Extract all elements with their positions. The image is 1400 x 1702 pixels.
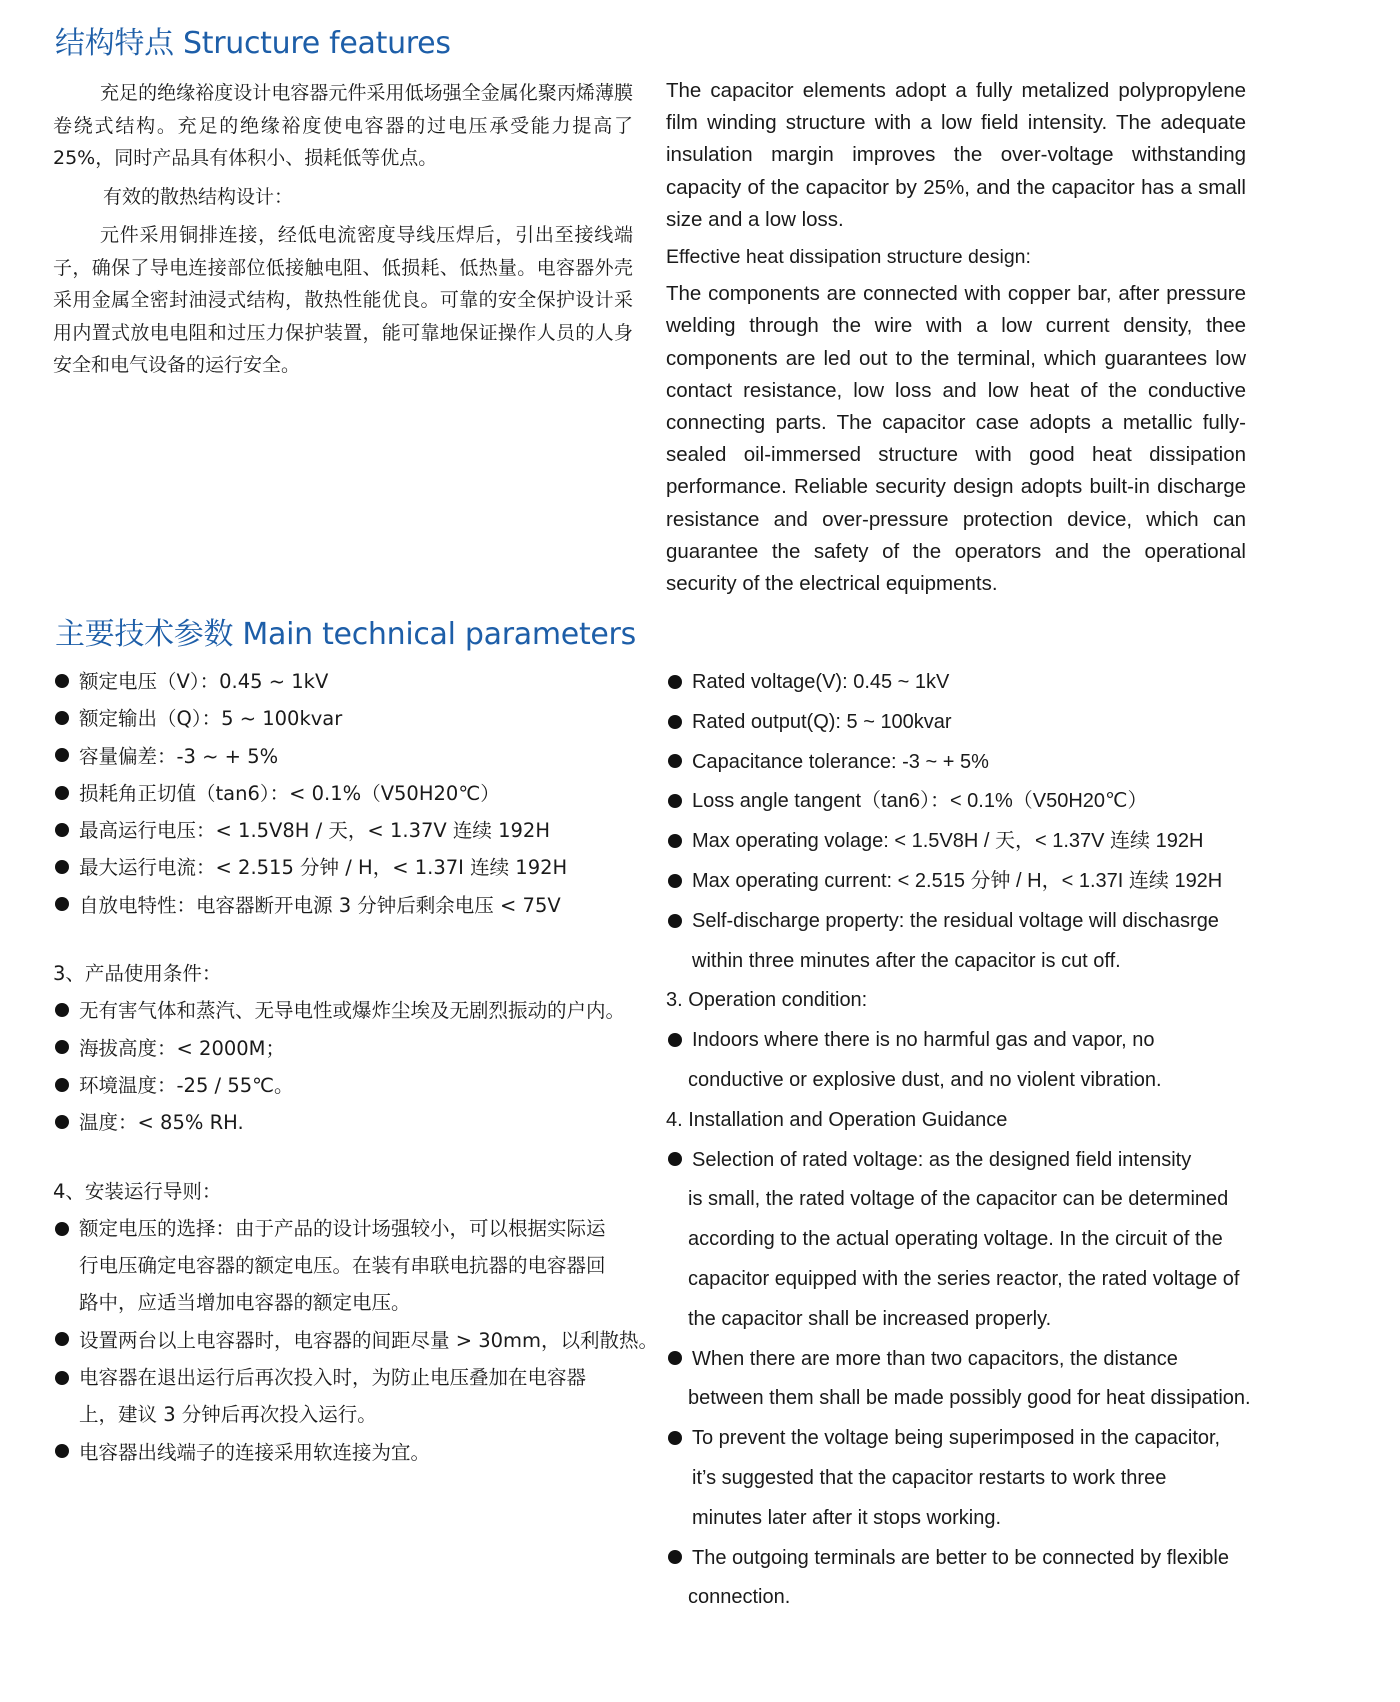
list-item: Capacitance tolerance: -3 ~ + 5%	[666, 743, 1266, 783]
bullet-icon	[668, 675, 682, 689]
bullet-icon	[55, 823, 69, 837]
bullet-icon	[55, 1371, 69, 1385]
list-item: 温度：< 85% RH.	[53, 1104, 643, 1141]
params-en-condition-title: 3. Operation condition:	[666, 989, 868, 1012]
bullet-icon	[668, 754, 682, 768]
structure-en-paragraph-1: The capacitor elements adopt a fully metalized polypropylene film winding structure with a low field intensity. The adequate insulation margin improves the over-voltage withstanding capacity of the capacitor by 25%, and the capacitor has a small size and a low loss.	[666, 79, 1246, 231]
list-item: Max operating volage: < 1.5V8H / 天，< 1.37V 连续 192H	[666, 822, 1266, 862]
list-item: 电容器出线端子的连接采用软连接为宜。	[53, 1434, 643, 1471]
bullet-icon	[668, 1351, 682, 1365]
params-en-condition-cont: conductive or explosive dust, and no violent vibration.	[688, 1068, 1162, 1091]
params-cn-guide-list	[53, 1210, 659, 1471]
params-en-guide-list-a	[666, 1141, 1266, 1181]
structure-cn-paragraph-1: 充足的绝缘裕度设计电容器元件采用低场强全金属化聚丙烯薄膜卷绕式结构。充足的绝缘裕度使电容器的过电压承受能力提高了25%，同时产品具有体积小、损耗低等优点。	[53, 82, 633, 169]
list-item: 额定输出（Q）：5 ~ 100kvar	[53, 700, 643, 737]
list-item: 自放电特性：电容器断开电源 3 分钟后剩余电压 < 75V	[53, 887, 643, 924]
bullet-icon	[55, 1003, 69, 1017]
bullet-icon	[55, 1222, 69, 1236]
bullet-icon	[55, 1078, 69, 1092]
bullet-icon	[55, 674, 69, 688]
list-item: Rated voltage(V): 0.45 ~ 1kV	[666, 663, 1266, 703]
params-cn-condition-list	[53, 992, 643, 1141]
structure-en-paragraph-2: The components are connected with copper bar, after pressure welding through the wire with a low current density, thee components are led out to the terminal, which guarantees low contact resistance, low loss and low heat of the conductive connecting parts. The capacitor case adopts a metallic fully-sealed oil-immersed structure with good heat dissipation performance. Reliable security design adopts built-in discharge resistance and over-pressure protection device, which can guarantee the safety of the operators and the operational security of the electrical equipments.	[666, 282, 1246, 596]
list-item: 额定电压（V）：0.45 ~ 1kV	[53, 663, 643, 700]
text-line: between them shall be made possibly good for heat dissipation.	[688, 1387, 1251, 1410]
bullet-icon	[668, 834, 682, 848]
params-en-spec-list	[666, 663, 1266, 942]
list-item: 最大运行电流：< 2.515 分钟 / H，< 1.37I 连续 192H	[53, 849, 643, 886]
bullet-icon	[668, 1550, 682, 1564]
structure-en-subheading: Effective heat dissipation structure design:	[666, 246, 1031, 269]
structure-heading: 结构特点 Structure features	[55, 26, 451, 61]
list-item: 无有害气体和蒸汽、无导电性或爆炸尘埃及无剧烈振动的户内。	[53, 992, 643, 1029]
list-item: 损耗角正切值（tan6）：< 0.1%（V50H20℃）	[53, 775, 643, 812]
list-item: Indoors where there is no harmful gas and vapor, no	[666, 1021, 1266, 1061]
bullet-icon	[668, 1033, 682, 1047]
params-en-guide-list-d	[666, 1539, 1266, 1579]
list-item: Rated output(Q): 5 ~ 100kvar	[666, 703, 1266, 743]
bullet-icon	[55, 897, 69, 911]
bullet-icon	[668, 1152, 682, 1166]
list-item: 额定电压的选择：由于产品的设计场强较小，可以根据实际运行电压确定电容器的额定电压。在装有串联电抗器的电容器回路中，应适当增加电容器的额定电压。	[53, 1210, 624, 1322]
params-en-guide-title: 4. Installation and Operation Guidance	[666, 1108, 1008, 1131]
params-en-column	[666, 663, 1266, 1618]
text-line: minutes later after it stops working.	[692, 1506, 1002, 1529]
list-item: 最高运行电压：< 1.5V8H / 天，< 1.37V 连续 192H	[53, 812, 643, 849]
list-item: Self-discharge property: the residual voltage will dischasrge	[666, 902, 1266, 942]
params-cn-condition-title: 3、产品使用条件：	[53, 962, 222, 986]
bullet-icon	[668, 715, 682, 729]
list-item: 电容器在退出运行后再次投入时，为防止电压叠加在电容器上，建议 3 分钟后再次投入运行。	[53, 1359, 624, 1434]
list-item: Loss angle tangent（tan6）：< 0.1%（V50H20℃）	[666, 782, 1266, 822]
text-line: according to the actual operating voltage. In the circuit of the	[688, 1228, 1223, 1251]
params-en-guide-list-c	[666, 1419, 1266, 1459]
params-en-condition-list	[666, 1021, 1266, 1061]
bullet-icon	[55, 1332, 69, 1346]
text-line: capacitor equipped with the series reactor, the rated voltage of	[688, 1267, 1240, 1290]
text-line: it’s suggested that the capacitor restarts to work three	[692, 1466, 1167, 1489]
params-cn-guide-title: 4、安装运行导则：	[53, 1179, 222, 1203]
text-line: connection.	[688, 1586, 791, 1609]
bullet-icon	[55, 711, 69, 725]
params-en-guide-list-b	[666, 1340, 1266, 1380]
bullet-icon	[668, 914, 682, 928]
bullet-icon	[55, 748, 69, 762]
params-heading: 主要技术参数 Main technical parameters	[55, 617, 636, 652]
params-cn-column	[53, 663, 659, 1471]
bullet-icon	[55, 860, 69, 874]
list-item: When there are more than two capacitors, the distance	[666, 1340, 1266, 1380]
list-item: 容量偏差：-3 ~ + 5%	[53, 738, 643, 775]
bullet-icon	[55, 786, 69, 800]
params-cn-spec-list	[53, 663, 643, 924]
structure-cn-paragraph-2: 元件采用铜排连接，经低电流密度导线压焊后，引出至接线端子，确保了导电连接部位低接触电阻、低损耗、低热量。电容器外壳采用金属全密封油浸式结构，散热性能优良。可靠的安全保护设计采用内置式放电电阻和过压力保护装置，能可靠地保证操作人员的人身安全和电气设备的运行安全。	[53, 224, 633, 376]
structure-cn-subheading: 有效的散热结构设计：	[103, 185, 294, 208]
list-item: 海拔高度：< 2000M；	[53, 1030, 643, 1067]
structure-cn-column	[53, 77, 633, 382]
list-item: 设置两台以上电容器时，电容器的间距尽量 > 30mm，以利散热。	[53, 1322, 643, 1359]
bullet-icon	[55, 1040, 69, 1054]
structure-en-column	[666, 75, 1246, 600]
params-en-self-discharge-cont: within three minutes after the capacitor is cut off.	[692, 949, 1121, 972]
list-item: Selection of rated voltage: as the designed field intensity	[666, 1141, 1266, 1181]
bullet-icon	[55, 1444, 69, 1458]
text-line: the capacitor shall be increased properly.	[688, 1307, 1052, 1330]
list-item: Max operating current: < 2.515 分钟 / H，< 1.37I 连续 192H	[666, 862, 1266, 902]
text-line: is small, the rated voltage of the capacitor can be determined	[688, 1188, 1229, 1211]
bullet-icon	[668, 1431, 682, 1445]
bullet-icon	[55, 1115, 69, 1129]
list-item: 环境温度：-25 / 55℃。	[53, 1067, 643, 1104]
list-item: The outgoing terminals are better to be connected by flexible	[666, 1539, 1266, 1579]
bullet-icon	[668, 874, 682, 888]
bullet-icon	[668, 794, 682, 808]
list-item: To prevent the voltage being superimposed in the capacitor,	[666, 1419, 1266, 1459]
